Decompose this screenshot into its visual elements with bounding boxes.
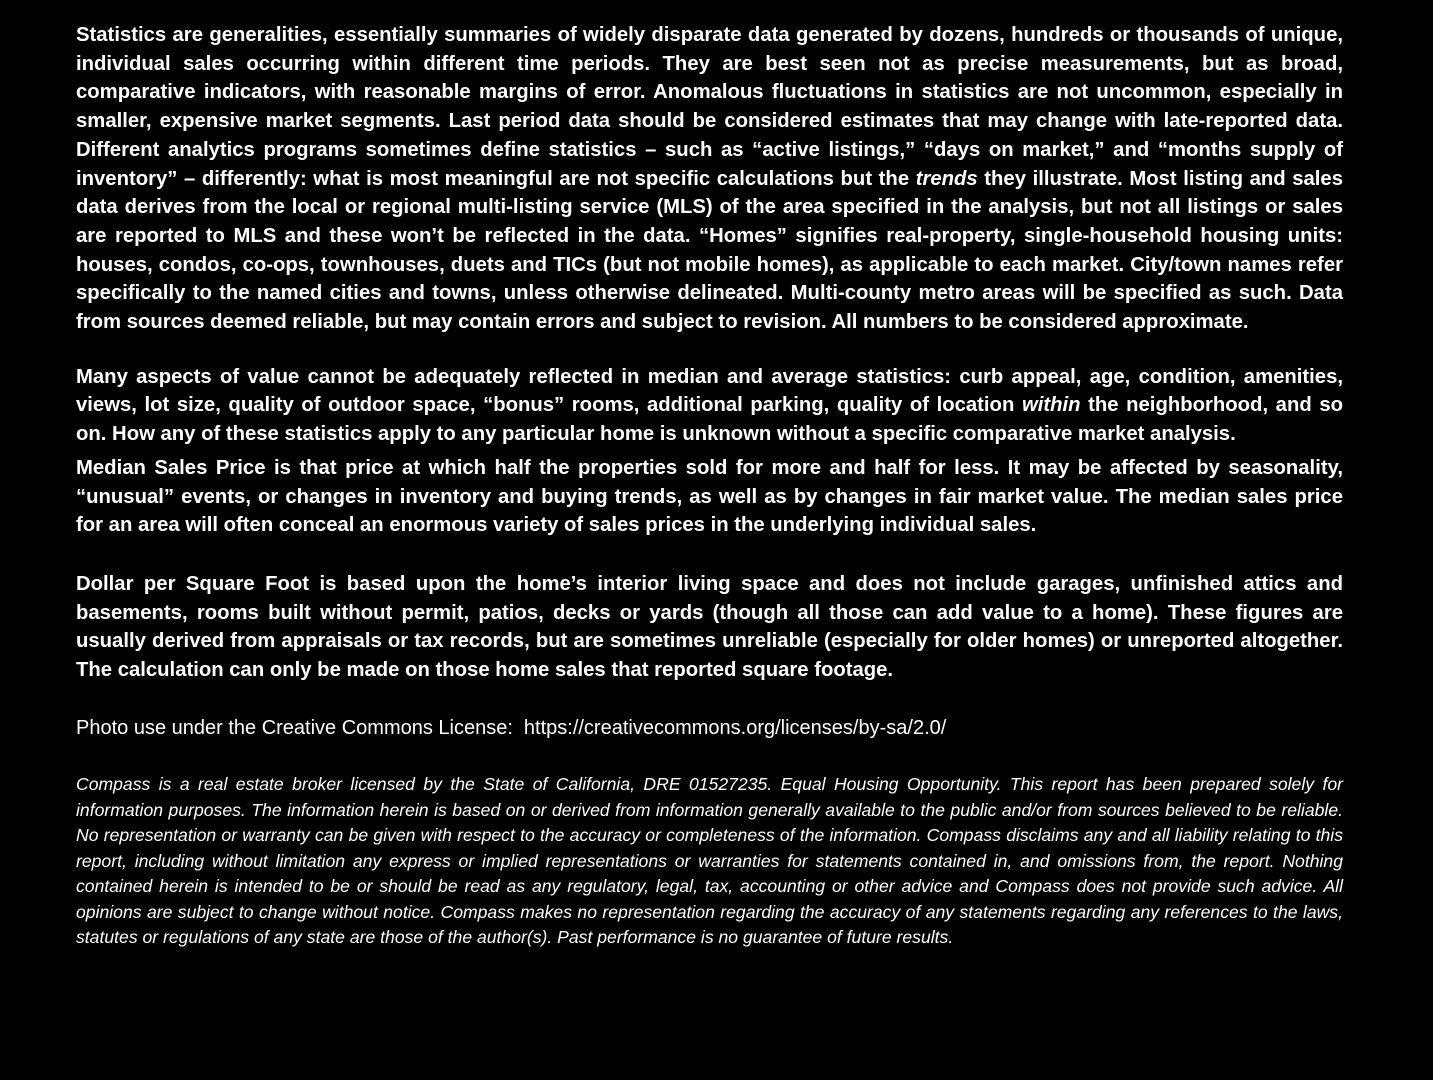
photo-credit-line	[76, 714, 1343, 743]
creative-commons-license-url[interactable]: https://creativecommons.org/licenses/by-sa/2.0/	[523, 716, 947, 739]
text-segment: Statistics are generalities, essentially summaries of widely disparate data generated by dozens, hundreds or thousands of unique, individual sales occurring within different time periods. They are best seen not as precise measurements, but as broad, comparative indicators, with reasonable margins of error. Anomalous fluctuations in statistics are not uncommon, especially in smaller, expensive market segments. Last period data should be considered estimates that may change with late-reported data. Different analytics programs sometimes define statistics – such as “active listings,” “days on market,” and “months supply of inventory” – differently: what is most meaningful are not specific calculations but the	[76, 24, 1343, 190]
text-segment: Compass is a real estate broker licensed by the State of California, DRE 01527235. Equal Housing Opportunity. This report has been prepared solely for information purposes. The information herein is based on or derived from information generally available to the public and/or from sources believed to be reliable. No representation or warranty can be given with respect to the accuracy or completeness of the information. Compass disclaims any and all liability relating to this report, including without limitation any express or implied representations or warranties for statements contained in, and omissions from, the report. Nothing contained herein is intended to be or should be read as any regulatory, legal, tax, accounting or other advice and Compass does not provide such advice. All opinions are subject to change without notice. Compass makes no representation regarding the accuracy of any statements regarding any references to the laws, statutes or regulations of any state are those of the author(s). Past performance is no guarantee of future results.	[76, 774, 1343, 947]
text-segment: Median Sales Price is that price at which half the properties sold for more and half for less. It may be affected by seasonality, “unusual” events, or changes in inventory and buying trends, as well as by changes in fair market value. The median sales price for an area will often conceal an enormous variety of sales prices in the underlying individual sales.	[76, 456, 1343, 537]
paragraph-statistics-overview	[76, 21, 1343, 337]
paragraph-dollar-per-square-foot	[76, 570, 1343, 685]
paragraph-legal-disclaimer	[76, 772, 1343, 950]
photo-credit-label: Photo use under the Creative Commons License:	[76, 716, 513, 739]
text-segment: the neighborhood, and so on. How any of these statistics apply to any particular home is unknown without a specific comparative market analysis.	[76, 394, 1344, 446]
text-segment: Dollar per Square Foot is based upon the home’s interior living space and does not include garages, unfinished attics and basements, rooms built without permit, patios, decks or yards (though all those can add value to a home). These figures are usually derived from appraisals or tax records, but are sometimes unreliable (especially for older homes) or unreported altogether. The calculation can only be made on those home sales that reported square footage.	[76, 572, 1343, 682]
paragraph-value-aspects	[76, 363, 1343, 449]
text-segment: they illustrate. Most listing and sales data derives from the local or regional multi-listing service (MLS) of the area specified in the analysis, but not all listings or sales are reported to MLS and these won’t be reflected in the data. “Homes” signifies real-property, single-household housing units: houses, condos, co-ops, townhouses, duets and TICs (but not mobile homes), as applicable to each market. City/town names refer specifically to the named cities and towns, unless otherwise delineated. Multi-county metro areas will be specified as such. Data from sources deemed reliable, but may contain errors and subject to revision. All numbers to be considered approximate.	[76, 167, 1343, 334]
emphasized-text: within	[1021, 394, 1081, 417]
text-segment: Many aspects of value cannot be adequately reflected in median and average statistics: curb appeal, age, condition, amenities, views, lot size, quality of outdoor space, “bonus” rooms, additional parking, quality of location	[76, 365, 1343, 417]
emphasized-text: trends	[915, 167, 978, 190]
disclaimer-slide	[76, 21, 1343, 950]
paragraph-median-sales-price	[76, 454, 1343, 540]
